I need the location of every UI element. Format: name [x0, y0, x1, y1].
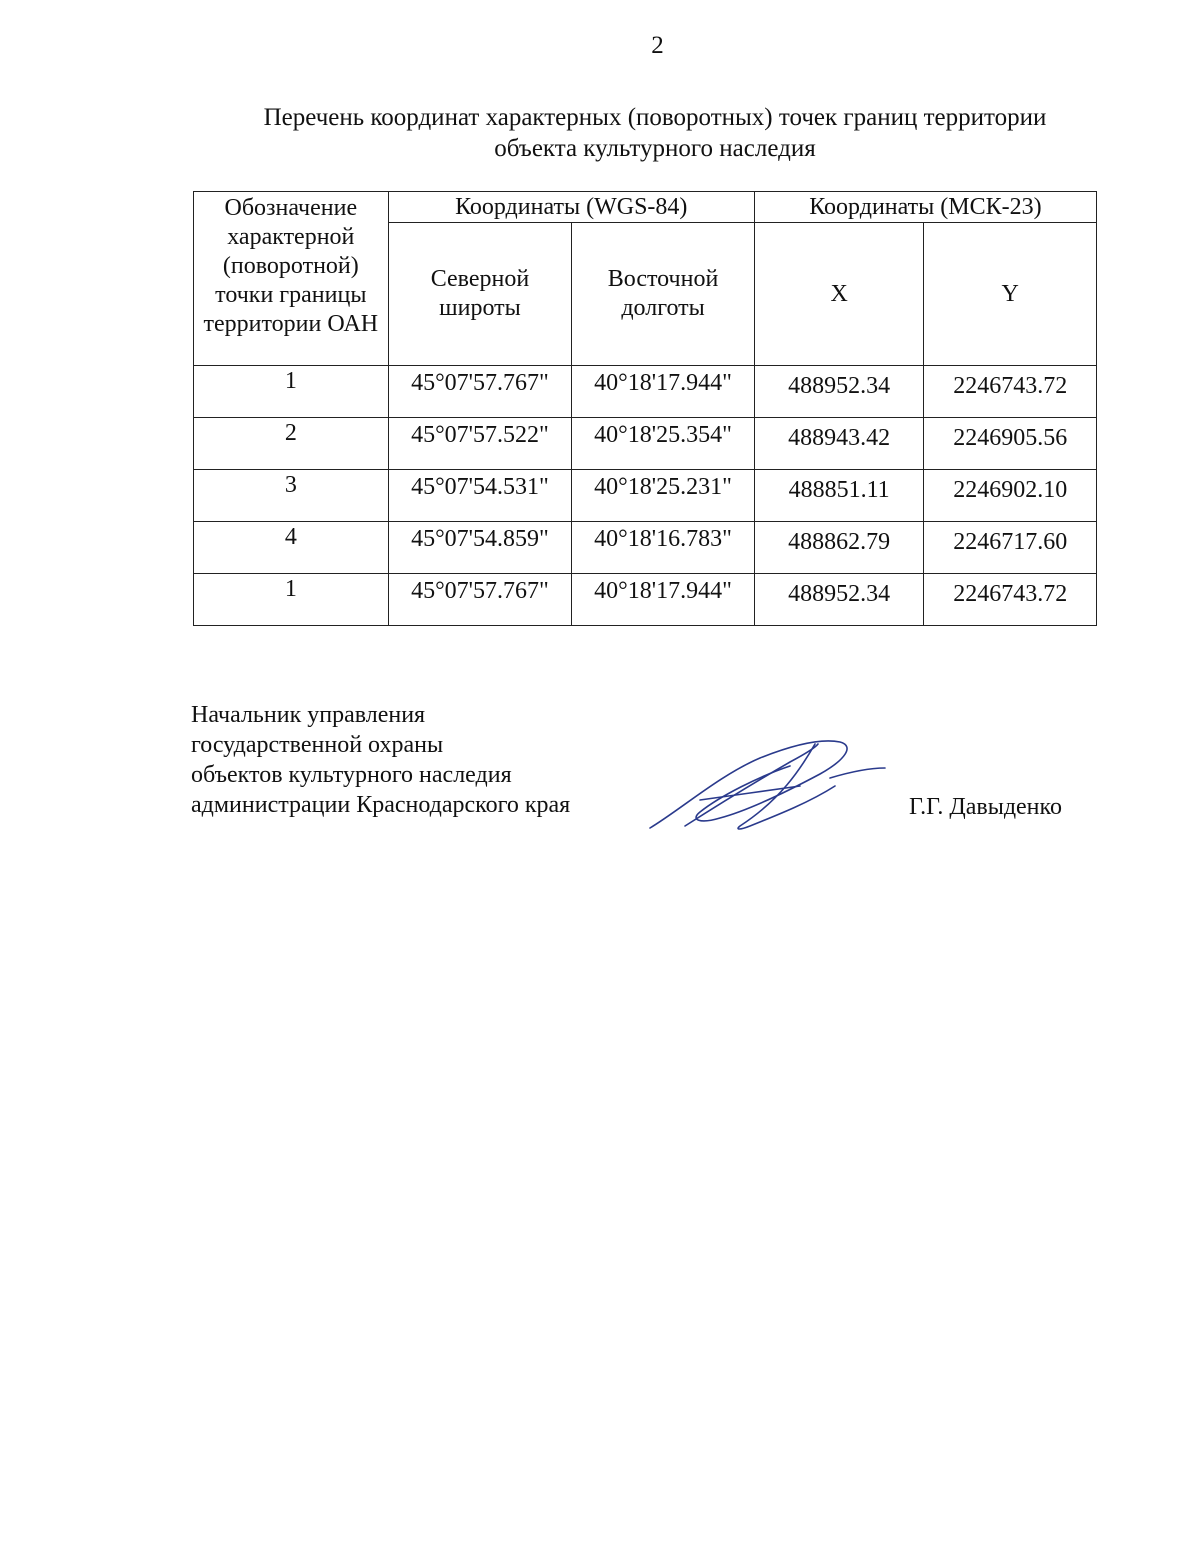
- header-msk23: Координаты (МСК-23): [754, 192, 1096, 223]
- cell-longitude: 40°18'17.944": [572, 366, 755, 418]
- table-row: [194, 470, 1097, 522]
- table-row: [194, 574, 1097, 626]
- header-latitude: Северной широты: [388, 223, 572, 366]
- handwritten-signature: [640, 730, 890, 840]
- cell-x: 488952.34: [754, 366, 924, 418]
- cell-longitude: 40°18'25.231": [572, 470, 755, 522]
- cell-y: 2246743.72: [924, 366, 1097, 418]
- cell-latitude: 45°07'57.522": [388, 418, 572, 470]
- cell-point: 3: [194, 470, 389, 522]
- document-title: [190, 102, 1120, 164]
- cell-x: 488943.42: [754, 418, 924, 470]
- header-x: X: [754, 223, 924, 366]
- page-number: 2: [651, 32, 664, 59]
- cell-point: 1: [194, 366, 389, 418]
- cell-point: 2: [194, 418, 389, 470]
- cell-longitude: 40°18'25.354": [572, 418, 755, 470]
- table-row: [194, 366, 1097, 418]
- signatory-name: Г.Г. Давыденко: [909, 794, 1062, 820]
- header-wgs84: Координаты (WGS-84): [388, 192, 754, 223]
- cell-latitude: 45°07'54.859": [388, 522, 572, 574]
- cell-x: 488862.79: [754, 522, 924, 574]
- table-row: [194, 522, 1097, 574]
- table-row: [194, 418, 1097, 470]
- cell-latitude: 45°07'57.767": [388, 366, 572, 418]
- position-line: Начальник управления: [191, 702, 426, 728]
- position-line: администрации Краснодарского края: [191, 792, 571, 818]
- cell-longitude: 40°18'16.783": [572, 522, 755, 574]
- header-point: Обозначение характерной (поворотной) точки границы территории ОАН: [194, 192, 389, 366]
- cell-point: 1: [194, 574, 389, 626]
- cell-latitude: 45°07'57.767": [388, 574, 572, 626]
- cell-y: 2246902.10: [924, 470, 1097, 522]
- cell-longitude: 40°18'17.944": [572, 574, 755, 626]
- position-line: объектов культурного наследия: [191, 762, 512, 788]
- signatory-position: [191, 700, 570, 820]
- coordinates-table: [193, 191, 1097, 626]
- cell-y: 2246717.60: [924, 522, 1097, 574]
- header-longitude: Восточной долготы: [572, 223, 755, 366]
- cell-latitude: 45°07'54.531": [388, 470, 572, 522]
- cell-point: 4: [194, 522, 389, 574]
- position-line: государственной охраны: [191, 732, 444, 758]
- cell-x: 488851.11: [754, 470, 924, 522]
- title-line-2: объекта культурного наследия: [494, 135, 816, 162]
- title-line-1: Перечень координат характерных (поворотных) точек границ территории: [263, 104, 1047, 131]
- cell-y: 2246905.56: [924, 418, 1097, 470]
- cell-x: 488952.34: [754, 574, 924, 626]
- cell-y: 2246743.72: [924, 574, 1097, 626]
- header-y: Y: [924, 223, 1097, 366]
